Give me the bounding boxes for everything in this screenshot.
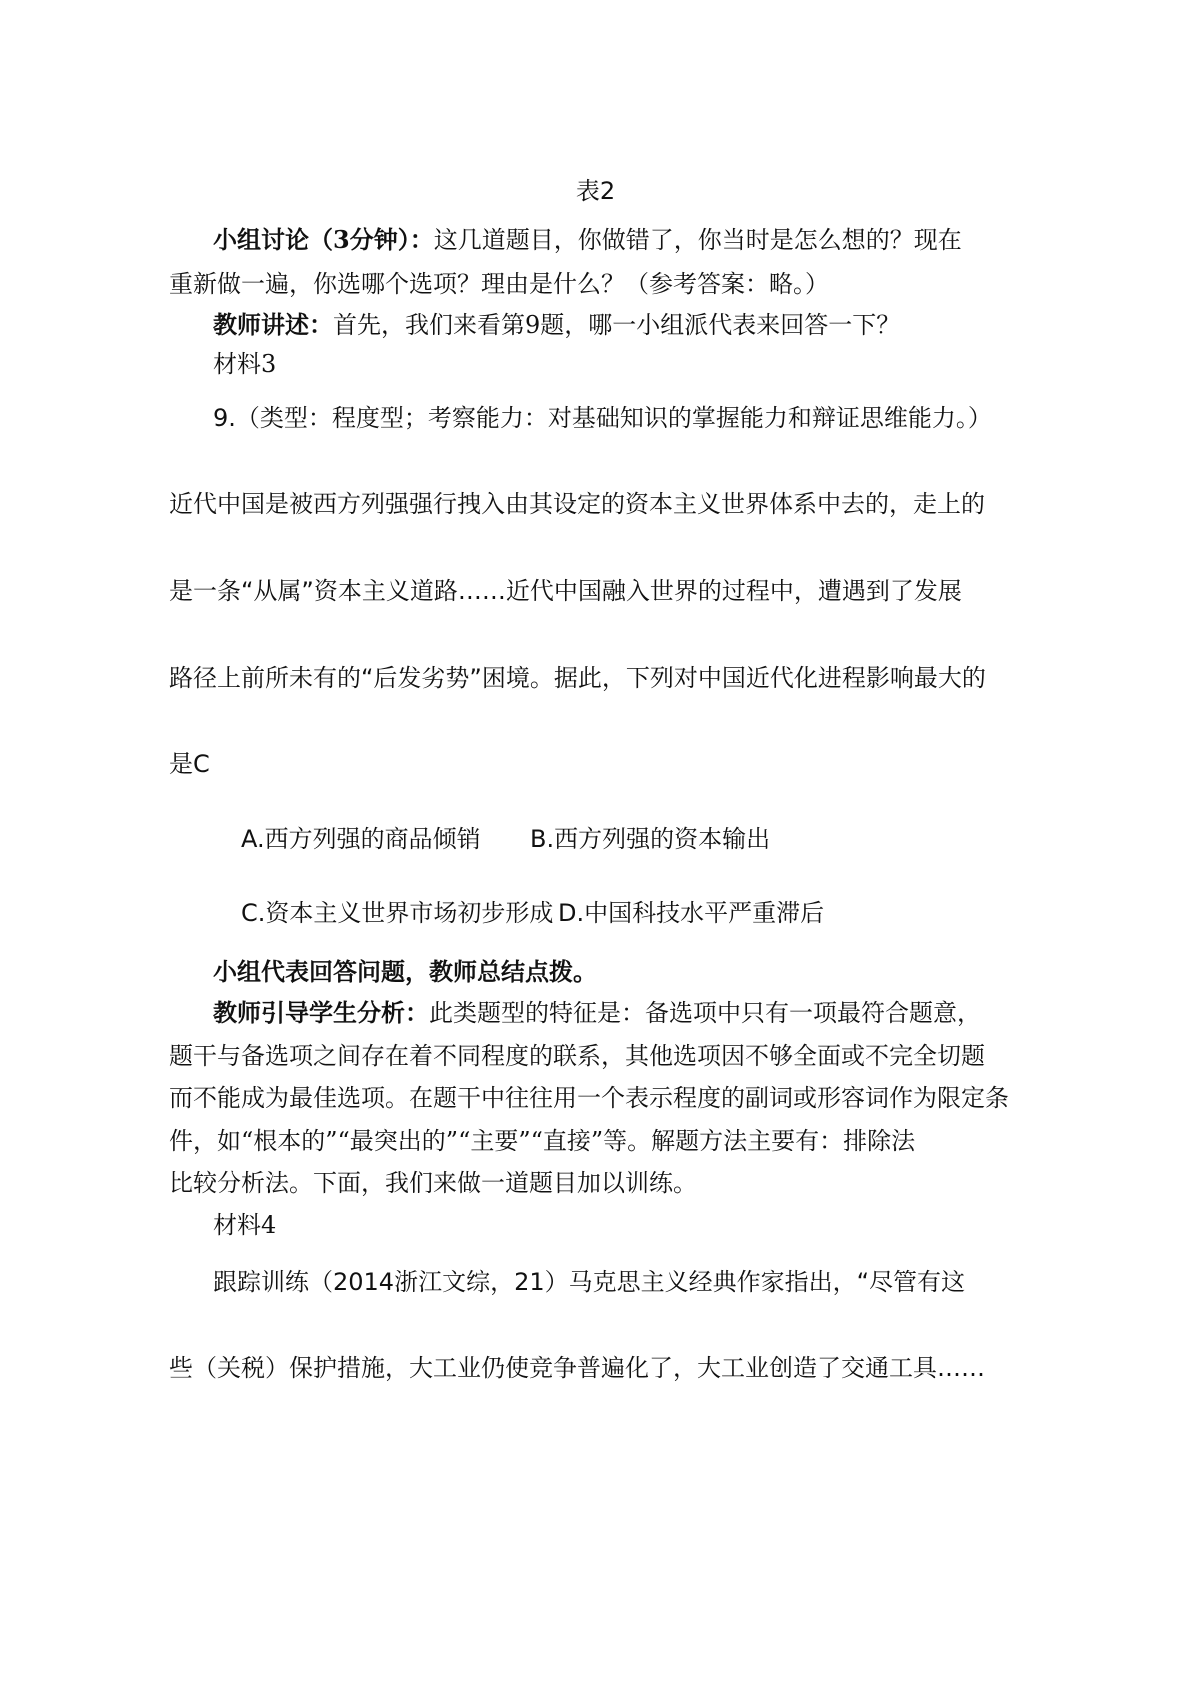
question-9-header: 9.（类型：程度型；考察能力：对基础知识的掌握能力和辩证思维能力。）	[213, 404, 992, 432]
question-9-line-4: 是C	[169, 750, 210, 778]
question-9-line-3: 路径上前所未有的“后发劣势”困境。据此，下列对中国近代化进程影响最大的	[169, 664, 986, 692]
material-4-label: 材料4	[213, 1211, 277, 1239]
option-a: A.西方列强的商品倾销	[241, 825, 481, 853]
group-discussion-text: 这几道题目，你做错了，你当时是怎么想的？现在	[433, 226, 962, 254]
teacher-guide-line-3: 而不能成为最佳选项。在题干中往往用一个表示程度的副词或形容词作为限定条	[169, 1084, 1009, 1112]
tracking-training-line-1: 跟踪训练（2014浙江文综，21）马克思主义经典作家指出，“尽管有这	[213, 1268, 966, 1296]
question-9-line-2: 是一条“从属”资本主义道路……近代中国融入世界的过程中，遭遇到了发展	[169, 577, 962, 605]
option-b: B.西方列强的资本输出	[530, 825, 771, 853]
material-3-label: 材料3	[213, 350, 277, 378]
teacher-guide-line-5: 比较分析法。下面，我们来做一道题目加以训练。	[169, 1169, 697, 1197]
teacher-guide-line-1	[213, 993, 981, 1028]
teacher-guide-line-2: 题干与备选项之间存在着不同程度的联系，其他选项因不够全面或不完全切题	[169, 1042, 985, 1070]
group-discussion-line-2: 重新做一遍，你选哪个选项？理由是什么？（参考答案：略。）	[169, 270, 829, 298]
table-title: 表2	[575, 177, 616, 205]
group-discussion-label: 小组讨论（3分钟）：	[213, 225, 434, 254]
option-c: C.资本主义世界市场初步形成	[241, 899, 554, 927]
teacher-guide-label: 教师引导学生分析：	[213, 998, 429, 1027]
tracking-training-line-2: 些（关税）保护措施，大工业仍使竞争普遍化了，大工业创造了交通工具……	[169, 1354, 985, 1382]
teacher-guide-line-4: 件，如“根本的”“最突出的”“主要”“直接”等。解题方法主要有：排除法	[169, 1127, 916, 1155]
teacher-statement-label: 教师讲述：	[213, 310, 333, 339]
teacher-statement	[213, 305, 900, 340]
group-answer-note: 小组代表回答问题，教师总结点拨。	[213, 957, 597, 986]
teacher-statement-text: 首先，我们来看第9题，哪一小组派代表来回答一下？	[333, 311, 901, 339]
option-d: D.中国科技水平严重滞后	[558, 899, 825, 927]
question-9-line-1: 近代中国是被西方列强强行拽入由其设定的资本主义世界体系中去的，走上的	[169, 490, 985, 518]
group-discussion-line-1	[213, 220, 962, 255]
teacher-guide-text: 此类题型的特征是：备选项中只有一项最符合题意，	[429, 999, 981, 1027]
